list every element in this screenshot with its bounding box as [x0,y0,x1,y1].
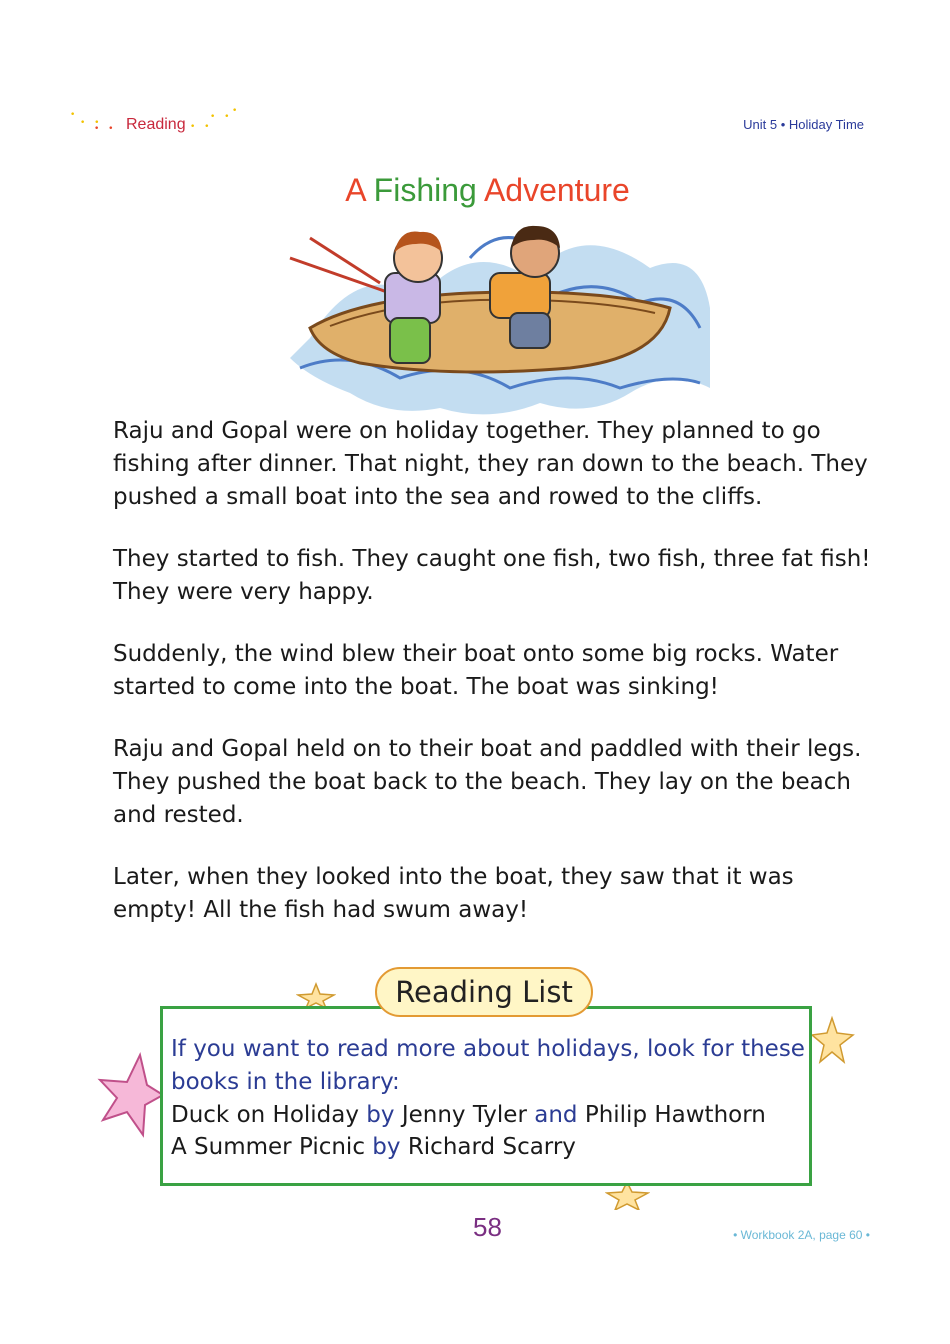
book-title: A Summer Picnic [171,1134,365,1160]
book-author: Jenny Tyler [401,1102,527,1128]
story-title: A Fishing Adventure [345,172,630,208]
book-entry [171,1131,811,1164]
sparkle-dots-icon: • • [80,118,103,128]
reading-list-heading: Reading List [375,967,593,1017]
book-by: by [366,1102,395,1128]
book-author: Philip Hawthorn [584,1102,766,1128]
reading-list-intro: If you want to read more about holidays, look for these books in the library: [171,1036,805,1095]
story-paragraph: Later, when they looked into the boat, they saw that it was empty! All the fish had swum away! [113,864,794,923]
workbook-reference: • Workbook 2A, page 60 • [733,1228,870,1242]
story-body [113,415,873,956]
boy-trousers [390,318,430,363]
story-paragraph: Raju and Gopal held on to their boat and paddled with their legs. They pushed the boat back to the beach. They lay on the beach and rested. [113,736,862,828]
star-icon [95,1050,165,1140]
story-paragraph: They started to fish. They caught one fish, two fish, three fat fish! They were very happy. [113,546,871,605]
page-number: 58 [473,1212,502,1242]
book-entry [171,1099,811,1132]
story-paragraph: Suddenly, the wind blew their boat onto some big rocks. Water started to come into the boat. The boat was sinking! [113,641,839,700]
book-and: and [534,1102,578,1128]
star-icon [810,1015,855,1065]
boat-illustration [270,218,710,423]
unit-header: Unit 5 • Holiday Time [743,117,864,132]
section-label-text: Reading [126,116,186,133]
section-label [70,106,250,140]
star-icon [296,982,336,1008]
book-title: Duck on Holiday [171,1102,359,1128]
boy-shirt [490,273,550,318]
story-paragraph: Raju and Gopal were on holiday together. They planned to go fishing after dinner. That night, they ran down to the beach. They pushed a small boat into the sea and rowed to the cliffs. [113,418,868,510]
book-author: Richard Scarry [407,1134,576,1160]
sparkle-dots-icon: • [232,106,241,116]
fishing-rod [290,258,390,293]
book-by: by [372,1134,401,1160]
sparkle-dots-icon: • • [94,124,117,134]
sparkle-dots-icon: • [70,110,79,120]
sparkle-dots-icon: • • [210,112,233,122]
sparkle-dots-icon: • • [190,122,213,132]
boy-trousers [510,313,550,348]
